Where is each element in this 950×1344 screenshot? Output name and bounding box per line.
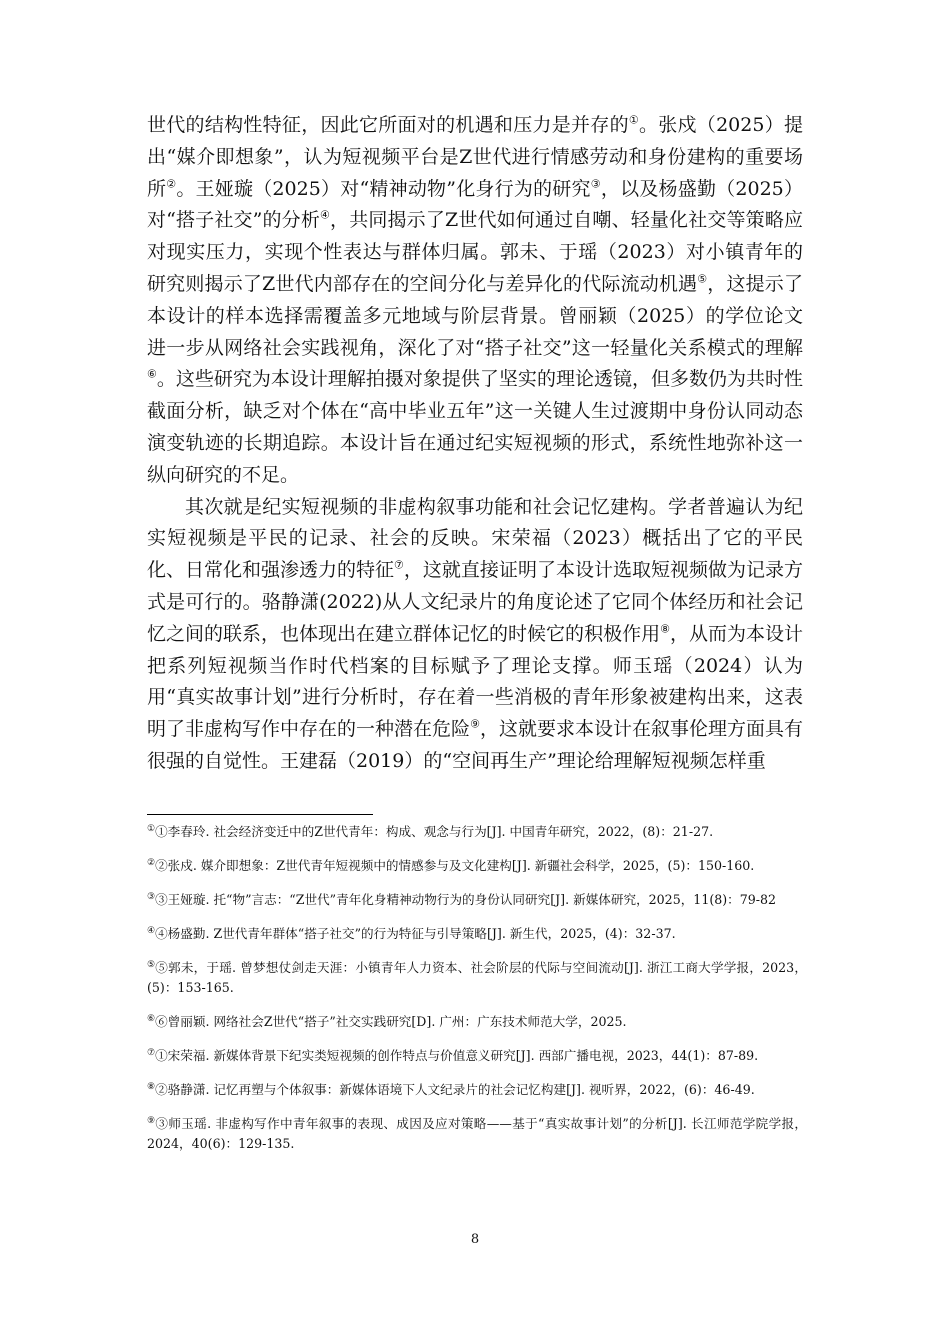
footnote-text: ①李春玲. 社会经济变迁中的Z世代青年：构成、观念与行为[J]. 中国青年研究，2022，(8)：21-27. [155,824,714,839]
text-run: ，这就要求本设计在叙事伦理方面具有很强的自觉性。王建磊（2019）的“空间再生产”理论给理解短视频怎样重 [147,718,803,772]
text-run: 。王娅璇（2025）对“精神动物”化身行为的研究 [176,177,591,200]
footnote-text: ①宋荣福. 新媒体背景下纪实类短视频的创作特点与价值意义研究[J]. 西部广播电视，2023，44(1)：87-89. [155,1048,759,1063]
footnote-ref[interactable]: ③ [590,177,601,191]
footnotes [147,822,807,1168]
footnote-mark: ⑧ [147,1081,156,1092]
footnote [147,1080,807,1100]
footnote-mark: ③ [147,891,156,902]
footnote-text: ②骆静潇. 记忆再塑与个体叙事：新媒体语境下人文纪录片的社会记忆构建[J]. 视听界，2022，(6)：46-49. [155,1082,755,1097]
footnote-mark: ⑥ [147,1013,156,1024]
footnote-mark: ④ [147,925,156,936]
text-run: 。张戍（2025）提出“媒介即想象”，认为短视频平台是Z世代进行情感劳动和身份建构的重要场所 [147,114,803,200]
footnote-text: ④杨盛勤. Z世代青年群体“搭子社交”的行为特征与引导策略[J]. 新生代，2025，(4)：32-37. [155,926,676,941]
footnote-text: ②张戍. 媒介即想象：Z世代青年短视频中的情感参与及文化建构[J]. 新疆社会科学，2025，(5)：150-160. [155,858,755,873]
footnote-mark: ⑦ [147,1047,156,1058]
footnote-ref[interactable]: ② [166,177,177,191]
footnote-mark: ⑤ [147,959,156,970]
text-run: 其次就是纪实短视频的非虚构叙事功能和社会记忆建构。学者普遍认为纪实短视频是平民的记录、社会的反映。宋荣福（2023）概括出了它的平民化、日常化和强渗透力的特征 [147,495,803,582]
footnote-mark: ⑨ [147,1115,156,1126]
text-run: ，以及杨盛勤（2025）对“搭子社交”的分析 [147,177,803,232]
text-run: 。这些研究为本设计理解拍摄对象提供了坚实的理论透镜，但多数仍为共时性截面分析，缺乏对个体在“高中毕业五年”这一关键人生过渡期中身份认同动态演变轨迹的长期追踪。本设计旨在通过纪实短视频的形式，系统性地弥补这一纵向研究的不足。 [147,368,803,486]
footnote-text: ⑥曾丽颖. 网络社会Z世代“搭子”社交实践研究[D]. 广州：广东技术师范大学，2025. [155,1014,627,1029]
footnote [147,924,807,944]
footnote [147,856,807,876]
footnote-ref[interactable]: ⑧ [660,622,670,636]
footnote-ref[interactable]: ⑥ [147,368,157,382]
footnote-ref[interactable]: ① [628,113,639,127]
body-text [147,110,803,778]
footnote [147,890,807,910]
page-number: 8 [470,1232,480,1247]
footnote [147,822,807,842]
footnote-text: ⑤郭未，于瑶. 曾梦想仗剑走天涯：小镇青年人力资本、社会阶层的代际与空间流动[J]. 浙江工商大学学报，2023，(5)：153-165. [147,960,807,995]
footnote [147,1012,807,1032]
footnote-mark: ① [147,823,156,834]
footnote [147,1046,807,1066]
footnote-text: ③王娅璇. 托“物”言志：“Z世代”青年化身精神动物行为的身份认同研究[J]. 新媒体研究，2025，11(8)：79-82 [155,892,777,907]
footnote [147,1114,807,1154]
paragraph-1 [147,110,803,492]
text-run: 世代的结构性特征，因此它所面对的机遇和压力是并存的 [147,114,629,136]
footnote [147,958,807,998]
footnote-mark: ② [147,857,156,868]
text-run: ，这就直接证明了本设计选取短视频做为记录方式是可行的。骆静潇(2022)从人文纪录片的角度论述了它同个体经历和社会记忆之间的联系，也体现出在建立群体记忆的时候它的积极作用 [147,559,803,645]
footnote-ref[interactable]: ④ [320,209,331,223]
footnote-ref[interactable]: ⑤ [697,272,708,286]
paragraph-2 [147,492,803,778]
footnote-text: ③师玉瑶. 非虚构写作中青年叙事的表现、成因及应对策略——基于“真实故事计划”的分析[J]. 长江师范学院学报，2024，40(6)：129-135. [147,1116,808,1151]
footnote-ref[interactable]: ⑨ [470,717,480,731]
footnote-ref[interactable]: ⑦ [394,558,404,572]
text-run: ，这提示了本设计的样本选择需覆盖多元地域与阶层背景。曾丽颖（2025）的学位论文进一步从网络社会实践视角，深化了对“搭子社交”这一轻量化关系模式的理解 [147,272,803,359]
text-run: ，从而为本设计把系列短视频当作时代档案的目标赋予了理论支撑。师玉瑶（2024）认为用“真实故事计划”进行分析时，存在着一些消极的青年形象被建构出来，这表明了非虚构写作中存在的一种潜在危险 [147,622,803,741]
footnote-separator [147,814,373,815]
text-run: ，共同揭示了Z世代如何通过自嘲、轻量化社交等策略应对现实压力，实现个性表达与群体归属。郭未、于瑶（2023）对小镇青年的研究则揭示了Z世代内部存在的空间分化与差异化的代际流动机遇 [147,209,803,295]
